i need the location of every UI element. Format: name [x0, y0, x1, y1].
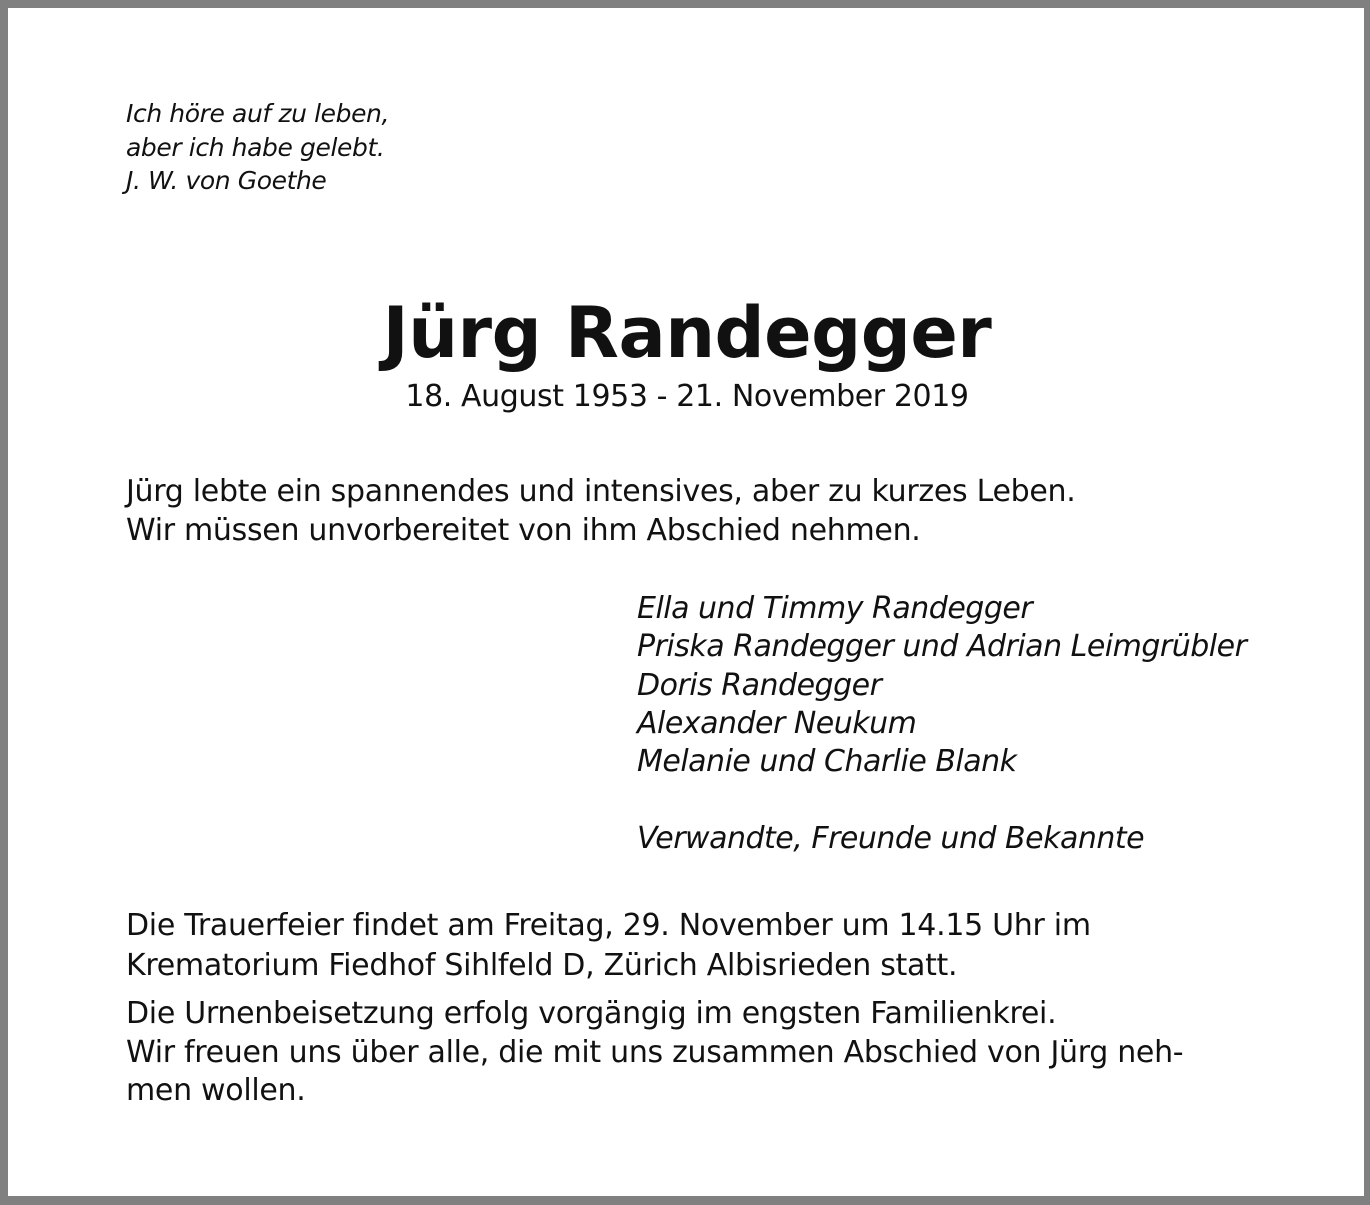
quote-author: J. W. von Goethe: [126, 166, 327, 195]
quote-line-1: Ich höre auf zu leben,: [126, 99, 390, 128]
intro-line-1: Jürg lebte ein spannendes und intensives, aber zu kurzes Leben.: [126, 474, 1076, 509]
mourner-name: Ella und Timmy Randegger: [637, 591, 1033, 626]
goethe-quote: [126, 97, 389, 198]
burial-paragraph: [126, 995, 1183, 1111]
mourner-name: Melanie und Charlie Blank: [637, 744, 1017, 780]
ceremony-paragraph: [126, 906, 1091, 985]
mourner-name: Doris Randegger: [637, 667, 882, 703]
life-dates: 18. August 1953 - 21. November 2019: [405, 379, 969, 414]
burial-line-2: Wir freuen uns über alle, die mit uns zusammen Abschied von Jürg neh-: [126, 1034, 1184, 1070]
deceased-name: Jürg Randegger: [382, 292, 992, 374]
intro-paragraph: [126, 473, 1075, 550]
mourners-group: Verwandte, Freunde und Bekannte: [637, 820, 1145, 856]
ceremony-line-1: Die Trauerfeier findet am Freitag, 29. November um 14.15 Uhr im: [126, 908, 1091, 943]
quote-line-2: aber ich habe gelebt.: [126, 132, 385, 162]
intro-line-2: Wir müssen unvorbereitet von ihm Abschied nehmen.: [126, 512, 921, 548]
spacer: [637, 781, 1246, 819]
mourner-name: Alexander Neukum: [637, 705, 917, 741]
ceremony-line-2: Krematorium Fiedhof Sihlfeld D, Zürich Albisrieden statt.: [126, 947, 958, 983]
mourner-name: Priska Randegger und Adrian Leimgrübler: [637, 629, 1247, 665]
burial-line-1: Die Urnenbeisetzung erfolg vorgängig im engsten Familienkrei.: [126, 996, 1057, 1031]
burial-line-3: men wollen.: [126, 1073, 306, 1108]
mourners-list: [637, 590, 1246, 858]
